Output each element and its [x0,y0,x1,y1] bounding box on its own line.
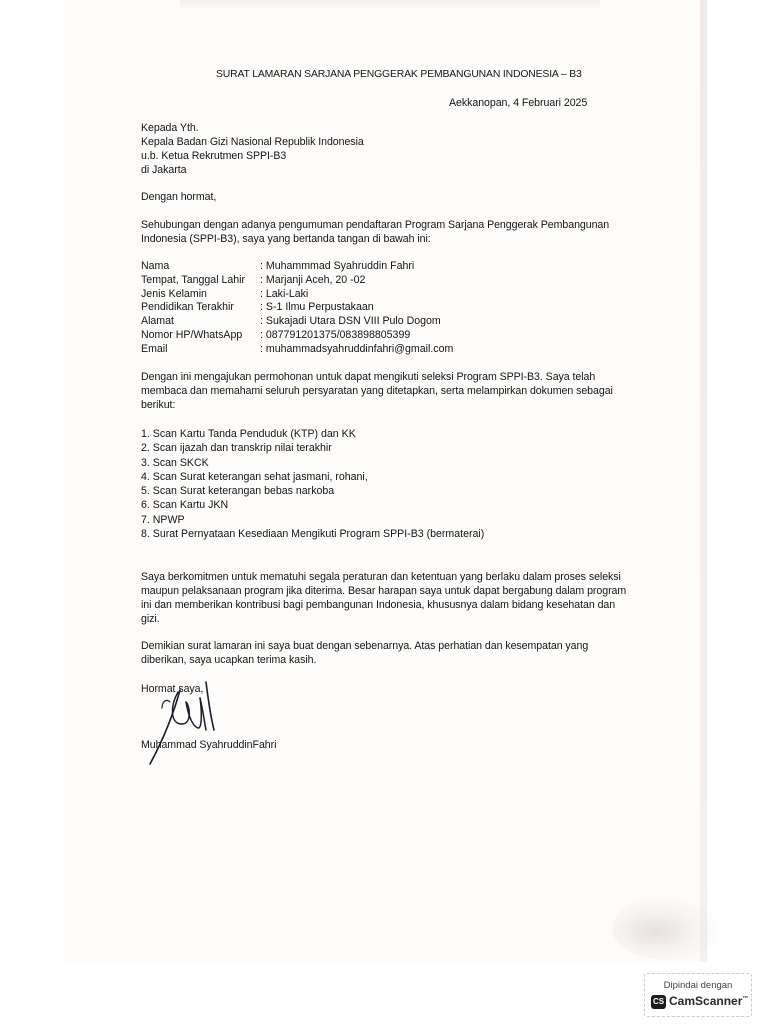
list-item: 6. Scan Kartu JKN [141,499,229,512]
scan-caption: Dipindai dengan [663,980,733,991]
request-paragraph [141,370,631,412]
list-item: 5. Scan Surat keterangan bebas narkoba [141,485,335,498]
recipient-line: di Jakarta [141,164,187,176]
trademark-mark: ™ [742,996,749,1002]
recipient-line: Kepala Badan Gizi Nasional Republik Indonesia [141,136,364,148]
letter-title: SURAT LAMARAN SARJANA PENGGERAK PEMBANGUNAN INDONESIA – B3 [216,69,582,80]
list-item: 8. Surat Pernyataan Kesediaan Mengikuti Program SPPI-B3 (bermaterai) [141,528,485,541]
paragraph-line: maupun pelaksanaan program jika diterima. Besar harapan saya untuk dapat bergabung dalam program [141,585,627,597]
identity-label: Jenis Kelamin [141,287,207,300]
paragraph-line: ini dan memberikan kontribusi bagi pembangunan Indonesia, khususnya dalam bidang kesehatan dan [141,599,616,611]
identity-value: : Sukajadi Utara DSN VIII Pulo Dogom [260,315,441,328]
place-date: Aekkanopan, 4 Februari 2025 [449,97,588,109]
paragraph-line: Sehubungan dengan adanya pengumuman pendaftaran Program Sarjana Penggerak Pembangunan [141,219,610,231]
identity-value: : Laki-Laki [260,287,309,300]
paragraph-line: diberikan, saya ucapkan terima kasih. [141,654,317,666]
identity-value: : Muhammmad Syahruddin Fahri [260,260,415,272]
camscanner-brand [669,994,748,1008]
intro-paragraph [141,218,641,246]
commitment-paragraph [141,570,636,626]
attachment-list [141,427,484,541]
paper-edge-shadow [180,0,600,10]
identity-value: : 087791201375/083898805399 [260,328,411,341]
brand-name: CamScanner [669,994,743,1008]
paragraph-line: membaca dan memahami seluruh persyaratan yang ditetapkan, serta melampirkan dokumen sebagai [141,385,613,397]
list-item: 1. Scan Kartu Tanda Penduduk (KTP) dan KK [141,428,356,440]
recipient-line: Kepada Yth. [141,122,199,134]
identity-label: Nomor HP/WhatsApp [141,328,243,341]
identity-label: Email [141,342,168,355]
list-item: 3. Scan SKCK [141,456,209,469]
paragraph-line: Saya berkomitmen untuk mematuhi segala peraturan dan ketentuan yang berlaku dalam proses seleksi [141,571,621,583]
handwritten-signature [140,672,230,772]
list-item: 2. Scan ijazah dan transkrip nilai terakhir [141,442,332,455]
identity-label: Nama [141,260,170,272]
paragraph-line: berikut: [141,399,176,411]
regards-text: Hormat saya, [141,683,204,695]
paragraph-line: Indonesia (SPPI-B3), saya yang bertanda tangan di bawah ini: [141,233,431,245]
camscanner-logo-icon: CS [651,995,666,1009]
paper-stain [612,896,722,960]
paragraph-line: Demikian surat lamaran ini saya buat dengan sebenarnya. Atas perhatian dan kesempatan yang [141,640,589,652]
identity-label: Tempat, Tanggal Lahir [141,273,246,286]
camscanner-badge [644,973,752,1017]
identity-value: : S-1 Ilmu Perpustakaan [260,301,374,314]
paper-edge-shadow-right [700,0,706,962]
identity-label: Pendidikan Terakhir [141,301,234,314]
recipient-line: u.b. Ketua Rekrutmen SPPI-B3 [141,150,287,162]
paragraph-line: Dengan ini mengajukan permohonan untuk dapat mengikuti seleksi Program SPPI-B3. Saya telah [141,371,596,383]
recipient-block [141,121,364,177]
paragraph-line: gizi. [141,613,160,625]
identity-value: : Marjanji Aceh, 20 -02 [260,273,366,286]
identity-label: Alamat [141,315,174,328]
list-item: 4. Scan Surat keterangan sehat jasmani, rohani, [141,470,368,483]
list-item: 7. NPWP [141,513,185,526]
identity-value: : muhammadsyahruddinfahri@gmail.com [260,342,454,355]
salutation: Dengan hormat, [141,191,217,203]
closing-paragraph [141,639,611,667]
signer-name: Muhammad SyahruddinFahri [141,739,277,751]
